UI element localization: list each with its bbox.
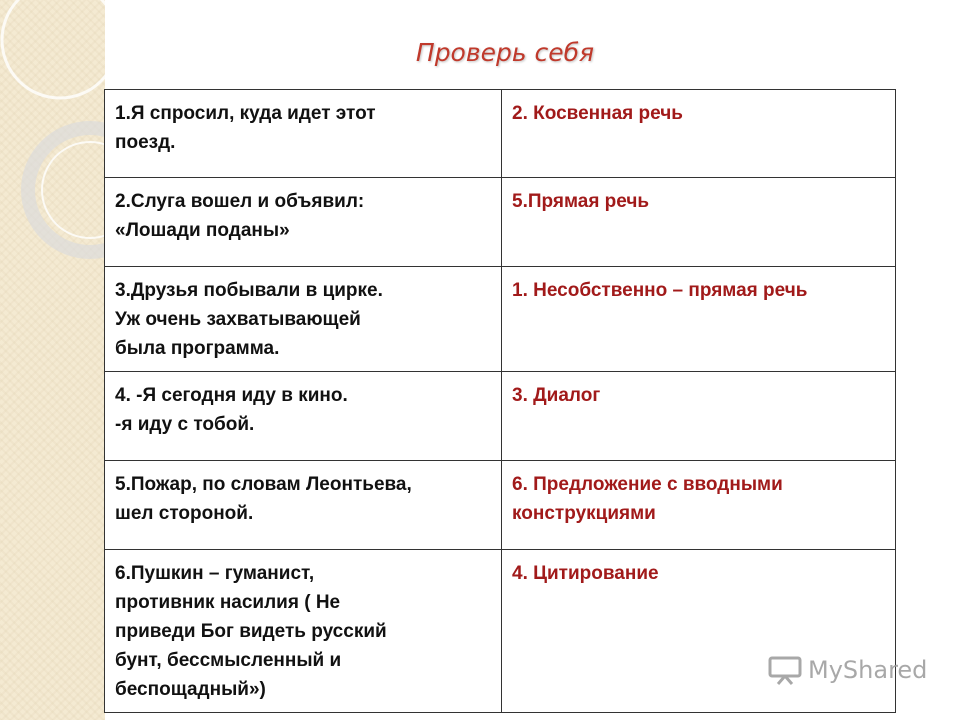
sentence-cell: 5.Пожар, по словам Леонтьева, шел стороной.	[105, 461, 502, 550]
table-row	[105, 178, 896, 267]
watermark-logo	[768, 655, 927, 685]
answer-cell: 1. Несобственно – прямая речь	[502, 267, 896, 372]
table-row	[105, 461, 896, 550]
answer-cell: 3. Диалог	[502, 372, 896, 461]
table-row	[105, 372, 896, 461]
answer-cell: 6. Предложение с вводными конструкциями	[502, 461, 896, 550]
answer-table	[104, 89, 896, 713]
sentence-cell: 1.Я спросил, куда идет этот поезд.	[105, 90, 502, 178]
table-row	[105, 90, 896, 178]
answer-cell: 4. Цитирование	[502, 550, 896, 713]
sentence-cell: 4. -Я сегодня иду в кино. -я иду с тобой.	[105, 372, 502, 461]
decorative-side-panel	[0, 0, 105, 720]
decorative-circles	[0, 0, 105, 720]
sentence-cell: 6.Пушкин – гуманист, противник насилия ( Не приведи Бог видеть русский бунт, бессмысленный и беспощадный»)	[105, 550, 502, 713]
answer-cell: 5.Прямая речь	[502, 178, 896, 267]
presentation-icon	[768, 655, 802, 685]
sentence-cell: 3.Друзья побывали в цирке. Уж очень захватывающей была программа.	[105, 267, 502, 372]
table-row	[105, 550, 896, 713]
sentence-cell: 2.Слуга вошел и объявил: «Лошади поданы»	[105, 178, 502, 267]
table-row	[105, 267, 896, 372]
answer-cell: 2. Косвенная речь	[502, 90, 896, 178]
page-title: Проверь себя	[415, 38, 595, 67]
watermark-text: MyShared	[808, 656, 928, 684]
